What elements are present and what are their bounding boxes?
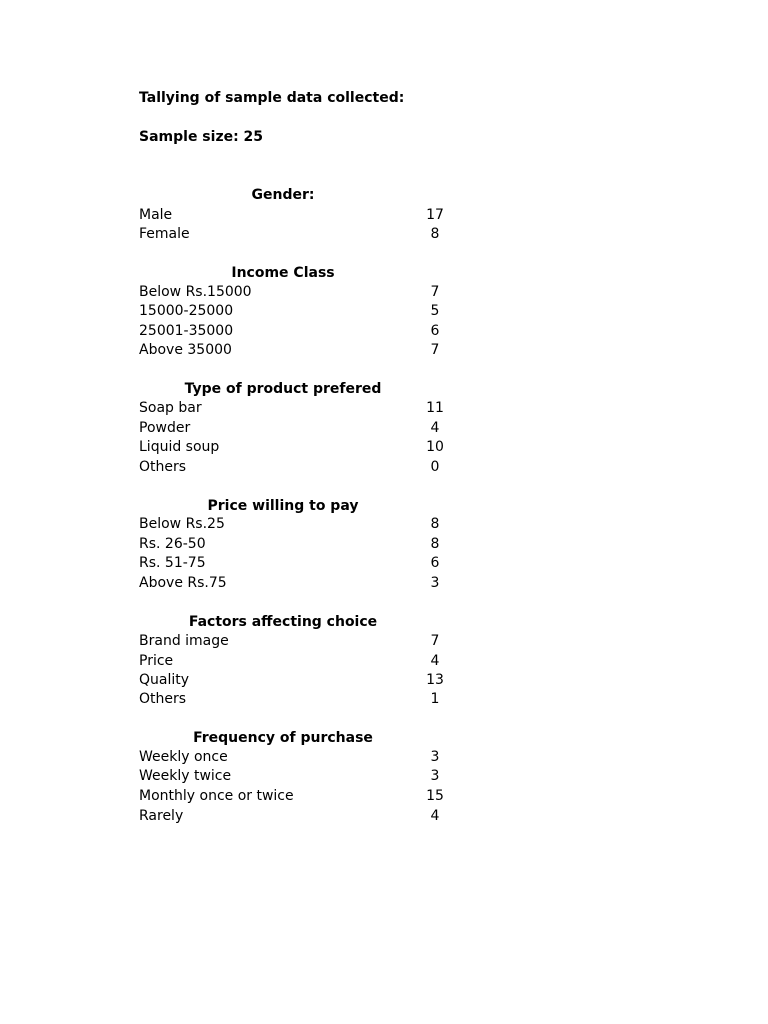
row-count: 6 xyxy=(430,555,440,571)
row-label: Above 35000 xyxy=(139,342,232,358)
row-label: Male xyxy=(139,207,173,223)
section-title: Income Class xyxy=(231,265,335,281)
row-count: 6 xyxy=(430,323,440,339)
row-label: Powder xyxy=(139,420,191,436)
row-count: 4 xyxy=(430,420,440,436)
section-title: Factors affecting choice xyxy=(188,614,378,630)
row-count: 13 xyxy=(426,672,444,688)
row-label: Female xyxy=(139,226,190,242)
row-label: Liquid soup xyxy=(139,439,220,455)
row-label: 25001-35000 xyxy=(139,323,234,339)
row-label: Below Rs.15000 xyxy=(139,284,252,300)
row-label: Below Rs.25 xyxy=(139,516,225,532)
section-title: Price willing to pay xyxy=(207,498,359,514)
row-count: 8 xyxy=(430,536,440,552)
row-count: 5 xyxy=(430,303,440,319)
row-count: 17 xyxy=(426,207,444,223)
row-count: 3 xyxy=(430,768,440,784)
section-title: Frequency of purchase xyxy=(193,730,373,746)
row-label: Weekly once xyxy=(139,749,228,765)
row-count: 15 xyxy=(426,788,444,804)
row-label: Above Rs.75 xyxy=(139,575,227,591)
row-count: 7 xyxy=(430,633,440,649)
row-count: 4 xyxy=(430,808,440,824)
sample-size: Sample size: 25 xyxy=(139,129,264,145)
section-title: Type of product prefered xyxy=(184,381,382,397)
row-count: 11 xyxy=(426,400,444,416)
row-count: 7 xyxy=(430,342,440,358)
row-count: 7 xyxy=(430,284,440,300)
row-count: 3 xyxy=(430,575,440,591)
row-label: Others xyxy=(139,459,187,475)
row-label: Monthly once or twice xyxy=(139,788,294,804)
section-title: Gender: xyxy=(251,187,315,203)
row-label: 15000-25000 xyxy=(139,303,234,319)
row-count: 8 xyxy=(430,226,440,242)
row-count: 1 xyxy=(430,691,440,707)
row-label: Rs. 26-50 xyxy=(139,536,206,552)
row-label: Brand image xyxy=(139,633,229,649)
row-label: Rs. 51-75 xyxy=(139,555,206,571)
row-count: 8 xyxy=(430,516,440,532)
row-label: Weekly twice xyxy=(139,768,232,784)
row-count: 0 xyxy=(430,459,440,475)
row-count: 3 xyxy=(430,749,440,765)
document-title: Tallying of sample data collected: xyxy=(139,90,405,106)
row-label: Price xyxy=(139,653,174,669)
row-label: Soap bar xyxy=(139,400,202,416)
row-count: 4 xyxy=(430,653,440,669)
row-count: 10 xyxy=(426,439,444,455)
row-label: Quality xyxy=(139,672,190,688)
row-label: Others xyxy=(139,691,187,707)
row-label: Rarely xyxy=(139,808,184,824)
